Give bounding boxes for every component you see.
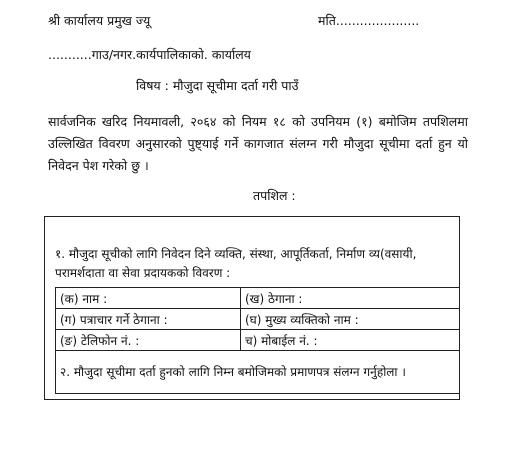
telephone-field-label: (ङ) टेलिफोन नं. :	[56, 330, 241, 351]
addressee-line: श्री कार्यालय प्रमुख ज्यू	[48, 13, 151, 28]
mobile-field-label: च) मोबाईल नं. :	[241, 330, 460, 351]
name-field-label: (क) नाम :	[56, 288, 241, 309]
body-paragraph: सार्वजनिक खरिद नियमावली, २०६४ को नियम १८ को उपनियम (१) बमोजिम तपशिलमा उल्लिखित विवरण अनुसारको पुष्ट्याई गर्ने कागजात संलग्न गरी मौजुदा सूचीमा दर्ता हुन यो निवेदन पेश गरेको छु ।	[48, 114, 468, 173]
address-field-label: (ख) ठेगाना :	[241, 288, 460, 309]
table-row	[56, 309, 460, 330]
table-row	[56, 288, 460, 309]
applicant-details-table	[55, 287, 460, 394]
table-row	[56, 351, 460, 394]
date-field: मति.....................	[318, 13, 420, 28]
annex-heading: तपशिल :	[253, 188, 296, 203]
mailing-address-field-label: (ग) पत्राचार गर्ने ठेगाना :	[56, 309, 241, 330]
section-2-title: २. मौजुदा सूचीमा दर्ता हुनको लागि निम्न बमोजिमको प्रमाणपत्र संलग्न गर्नुहोला ।	[56, 351, 460, 394]
contact-person-field-label: (घ) मुख्य व्यक्तिको नाम :	[241, 309, 460, 330]
details-form-box	[44, 216, 460, 400]
subject-line: विषय : मौजुदा सूचीमा दर्ता गरी पाउँ	[136, 78, 299, 93]
page-continuation-marks	[230, 456, 270, 464]
table-row	[56, 330, 460, 351]
section-1-title: १. मौजुदा सूचीको लागि निवेदन दिने व्यक्ति, संस्था, आपूर्तिकर्ता, निर्माण व्य(वसायी, परामर्शदाता वा सेवा प्रदायकको विवरण :	[55, 247, 417, 280]
office-line: ...........गाउ/नगर.कार्यपालिकाको. कार्यालय	[48, 47, 251, 62]
